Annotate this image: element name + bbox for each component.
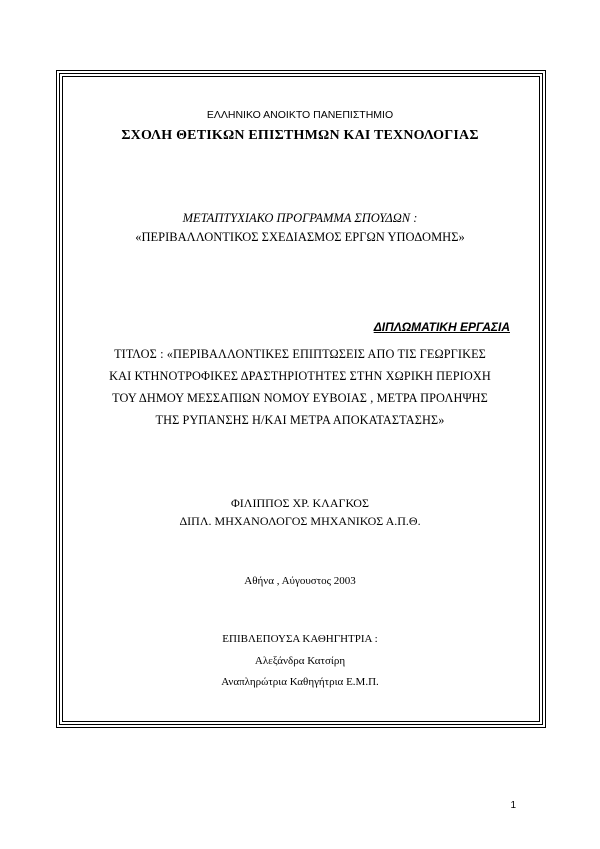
- university-name: ΕΛΛΗΝΙΚΟ ΑΝΟΙΚΤΟ ΠΑΝΕΠΙΣΤΗΜΙΟ: [206, 109, 394, 121]
- thesis-type-label: ΔΙΠΛΩΜΑΤΙΚΗ ΕΡΓΑΣΙΑ: [373, 320, 510, 334]
- author-name: ΦΙΛΙΠΠΟΣ ΧΡ. ΚΛΑΓΚΟΣ: [231, 496, 369, 510]
- thesis-title-line-4: ΤΗΣ ΡΥΠΑΝΣΗΣ Η/ΚΑΙ ΜΕΤΡΑ ΑΠΟΚΑΤΑΣΤΑΣΗΣ»: [155, 413, 445, 427]
- supervisor-title: Αναπληρώτρια Καθηγήτρια Ε.Μ.Π.: [221, 676, 379, 688]
- program-label: ΜΕΤΑΠΤΥΧΙΑΚΟ ΠΡΟΓΡΑΜΜΑ ΣΠΟΥΔΩΝ :: [182, 211, 418, 225]
- program-name: «ΠΕΡΙΒΑΛΛΟΝΤΙΚΟΣ ΣΧΕΔΙΑΣΜΟΣ ΕΡΓΩΝ ΥΠΟΔΟΜΗΣ»: [135, 230, 465, 244]
- thesis-title-line-3: ΤΟΥ ΔΗΜΟΥ ΜΕΣΣΑΠΙΩΝ ΝΟΜΟΥ ΕΥΒΟΙΑΣ , ΜΕΤΡΑ ΠΡΟΛΗΨΗΣ: [112, 391, 488, 405]
- page-number: 1: [510, 800, 516, 811]
- author-degree: ΔΙΠΛ. ΜΗΧΑΝΟΛΟΓΟΣ ΜΗΧΑΝΙΚΟΣ Α.Π.Θ.: [179, 514, 421, 528]
- thesis-title-line-2: ΚΑΙ ΚΤΗΝΟΤΡΟΦΙΚΕΣ ΔΡΑΣΤΗΡΙΟΤΗΤΕΣ ΣΤΗΝ ΧΩΡΙΚΗ ΠΕΡΙΟΧΗ: [109, 369, 491, 383]
- supervisor-label: ΕΠΙΒΛΕΠΟΥΣΑ ΚΑΘΗΓΗΤΡΙΑ :: [222, 633, 378, 645]
- date-place: Αθήνα , Αύγουστος 2003: [244, 575, 356, 587]
- thesis-title-line-1: ΤΙΤΛΟΣ : «ΠΕΡΙΒΑΛΛΟΝΤΙΚΕΣ ΕΠΙΠΤΩΣΕΙΣ ΑΠΟ ΤΙΣ ΓΕΩΡΓΙΚΕΣ: [114, 347, 486, 361]
- supervisor-name: Αλεξάνδρα Κατσίρη: [254, 655, 346, 667]
- school-name: ΣΧΟΛΗ ΘΕΤΙΚΩΝ ΕΠΙΣΤΗΜΩΝ ΚΑΙ ΤΕΧΝΟΛΟΓΙΑΣ: [121, 128, 479, 143]
